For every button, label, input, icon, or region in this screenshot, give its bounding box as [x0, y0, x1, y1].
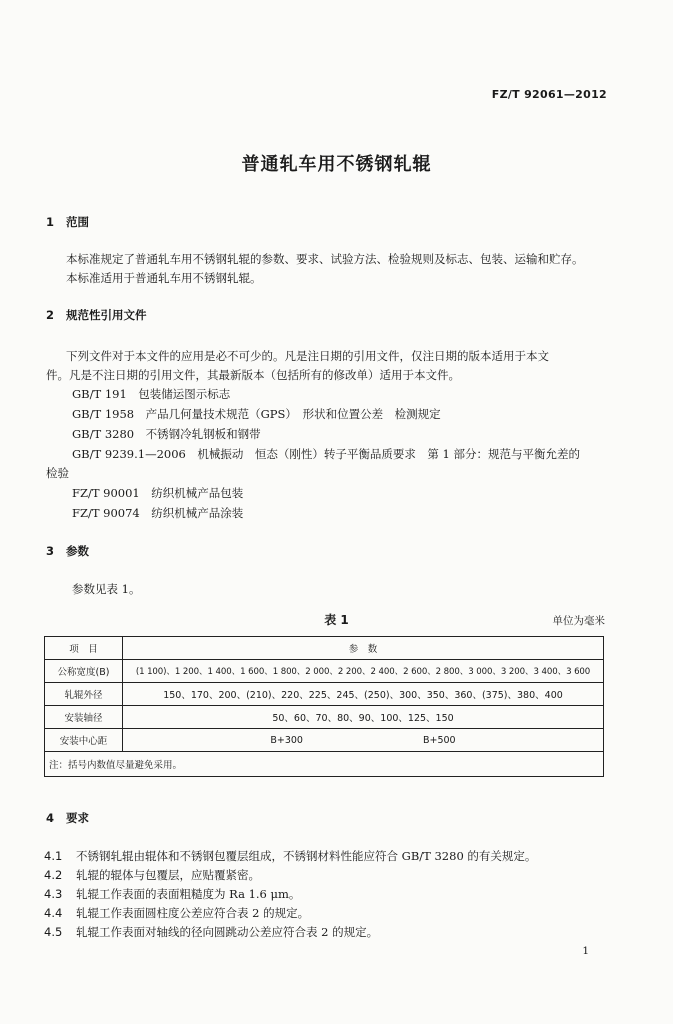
- requirement-number: 4.1: [44, 849, 63, 863]
- requirement-item: [44, 905, 309, 921]
- document-title: 普通轧车用不锈钢轧辊: [241, 154, 432, 175]
- row-label: 公称宽度(B): [45, 660, 123, 683]
- requirement-number: 4.4: [44, 906, 63, 920]
- header-params: 参 数: [123, 637, 604, 660]
- requirement-text: 不锈钢轧辊由辊体和不锈钢包覆层组成，不锈钢材料性能应符合 GB/T 3280 的有关规定。: [76, 849, 537, 863]
- requirement-text: 轧辊工作表面圆柱度公差应符合表 2 的规定。: [76, 906, 310, 920]
- table-unit: 单位为毫米: [552, 615, 605, 627]
- requirement-text: 轧辊工作表面对轴线的径向圆跳动公差应符合表 2 的规定。: [76, 925, 379, 939]
- table-row: [45, 706, 604, 729]
- reference-item: GB/T 9239.1—2006 机械振动 恒态（刚性）转子平衡品质要求 第 1 部分：规范与平衡允差的: [72, 447, 580, 461]
- table-note: 注：括号内数值尽量避免采用。: [45, 752, 604, 777]
- table-row: [45, 660, 604, 683]
- row-value-b: B+500: [363, 729, 604, 752]
- requirement-text: 轧辊工作表面的表面粗糙度为 Ra 1.6 μm。: [76, 887, 301, 901]
- requirement-number: 4.3: [44, 887, 63, 901]
- section-3-number: 3: [46, 544, 55, 558]
- table-caption: 表 1: [324, 613, 349, 627]
- section-3-title: 参数: [66, 544, 89, 558]
- reference-item: GB/T 191 包装储运图示标志: [72, 387, 231, 401]
- section-1-applicability-line: 本标准适用于普通轧车用不锈钢轧辊。: [66, 271, 262, 285]
- standard-code: FZ/T 92061—2012: [491, 88, 607, 101]
- row-value: (1 100)、1 200、1 400、1 600、1 800、2 000、2 200、2 400、2 600、2 800、3 000、3 200、3 400、3 600: [123, 660, 604, 683]
- table-note-row: [45, 752, 604, 777]
- section-2-heading: [46, 307, 147, 323]
- reference-item: GB/T 3280 不锈钢冷轧钢板和钢带: [72, 427, 261, 441]
- requirement-text: 轧辊的辊体与包覆层，应贴覆紧密。: [76, 868, 260, 882]
- requirement-number: 4.2: [44, 868, 63, 882]
- section-4-heading: [46, 810, 89, 826]
- reference-item: FZ/T 90001 纺织机械产品包装: [72, 486, 244, 500]
- section-3-text: 参数见表 1。: [72, 582, 141, 596]
- row-value: 50、60、70、80、90、100、125、150: [123, 706, 604, 729]
- parameters-table: [44, 636, 604, 777]
- section-1-number: 1: [46, 215, 55, 229]
- table-header-row: [45, 637, 604, 660]
- reference-item: FZ/T 90074 纺织机械产品涂装: [72, 506, 244, 520]
- section-1-title: 范围: [66, 215, 89, 229]
- requirement-item: [44, 886, 300, 902]
- section-2-intro-line-2: 件。凡是不注日期的引用文件，其最新版本（包括所有的修改单）适用于本文件。: [46, 368, 460, 382]
- reference-item: GB/T 1958 产品几何量技术规范（GPS） 形状和位置公差 检测规定: [72, 407, 441, 421]
- section-4-title: 要求: [66, 811, 89, 825]
- row-value: 150、170、200、(210)、220、225、245、(250)、300、350、360、(375)、380、400: [123, 683, 604, 706]
- section-2-intro-line-1: 下列文件对于本文件的应用是必不可少的。凡是注日期的引用文件，仅注日期的版本适用于本文: [66, 349, 549, 363]
- section-1-heading: [46, 214, 89, 230]
- section-2-number: 2: [46, 308, 55, 322]
- reference-item-continuation: 检验: [46, 466, 69, 480]
- page-number: 1: [582, 945, 589, 957]
- table-row: [45, 729, 604, 752]
- section-3-heading: [46, 543, 89, 559]
- table-row: [45, 683, 604, 706]
- row-label: 安装中心距: [45, 729, 123, 752]
- row-label: 轧辊外径: [45, 683, 123, 706]
- header-item: 项 目: [45, 637, 123, 660]
- section-1-scope-line: 本标准规定了普通轧车用不锈钢轧辊的参数、要求、试验方法、检验规则及标志、包装、运输和贮存。: [66, 252, 584, 266]
- requirement-item: [44, 848, 536, 864]
- requirement-item: [44, 867, 260, 883]
- section-2-title: 规范性引用文件: [66, 308, 147, 322]
- row-label: 安装轴径: [45, 706, 123, 729]
- requirement-number: 4.5: [44, 925, 63, 939]
- row-value-a: B+300: [123, 729, 363, 752]
- section-4-number: 4: [46, 811, 55, 825]
- requirement-item: [44, 924, 378, 940]
